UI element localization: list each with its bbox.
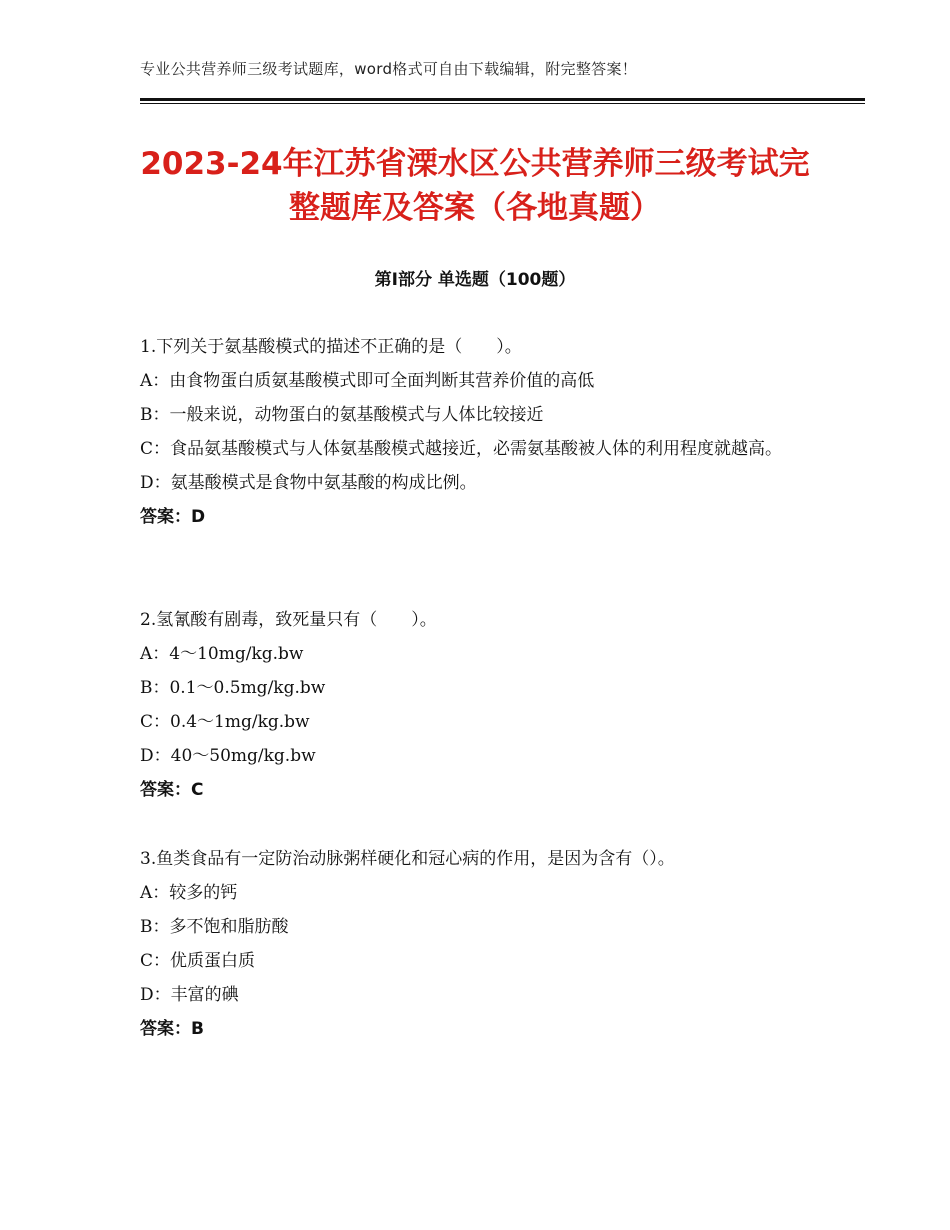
header-rule-thick — [140, 98, 865, 101]
question-stem: 1.下列关于氨基酸模式的描述不正确的是（ ）。 — [140, 337, 522, 357]
option-b: B：0.1～0.5mg/kg.bw — [140, 678, 326, 698]
header-rule-thin — [140, 103, 865, 104]
option-c: C：食品氨基酸模式与人体氨基酸模式越接近，必需氨基酸被人体的利用程度就越高。 — [140, 439, 783, 459]
header-note: 专业公共营养师三级考试题库，word格式可自由下载编辑，附完整答案！ — [140, 60, 638, 78]
option-b: B：多不饱和脂肪酸 — [140, 917, 289, 937]
answer-label: 答案：C — [140, 780, 204, 800]
option-d: D：氨基酸模式是食物中氨基酸的构成比例。 — [140, 473, 477, 493]
option-b: B：一般来说，动物蛋白的氨基酸模式与人体比较接近 — [140, 405, 544, 425]
option-a: A：4～10mg/kg.bw — [140, 644, 304, 664]
option-a: A：较多的钙 — [140, 883, 238, 903]
option-c: C：优质蛋白质 — [140, 951, 256, 971]
question-block — [140, 842, 810, 1046]
section-title: 第Ⅰ部分 单选题（100题） — [374, 270, 576, 290]
option-a: A：由食物蛋白质氨基酸模式即可全面判断其营养价值的高低 — [140, 371, 595, 391]
question-stem: 2.氢氰酸有剧毒，致死量只有（ ）。 — [140, 610, 437, 630]
question-block — [140, 330, 810, 534]
question-stem: 3.鱼类食品有一定防治动脉粥样硬化和冠心病的作用，是因为含有（）。 — [140, 849, 675, 869]
question-block — [140, 603, 810, 807]
answer-label: 答案：D — [140, 507, 206, 527]
option-d: D：丰富的碘 — [140, 985, 239, 1005]
option-d: D：40～50mg/kg.bw — [140, 746, 316, 766]
option-c: C：0.4～1mg/kg.bw — [140, 712, 310, 732]
document-title: 2023-24年江苏省溧水区公共营养师三级考试完整题库及答案（各地真题） — [140, 146, 810, 226]
answer-label: 答案：B — [140, 1019, 204, 1039]
